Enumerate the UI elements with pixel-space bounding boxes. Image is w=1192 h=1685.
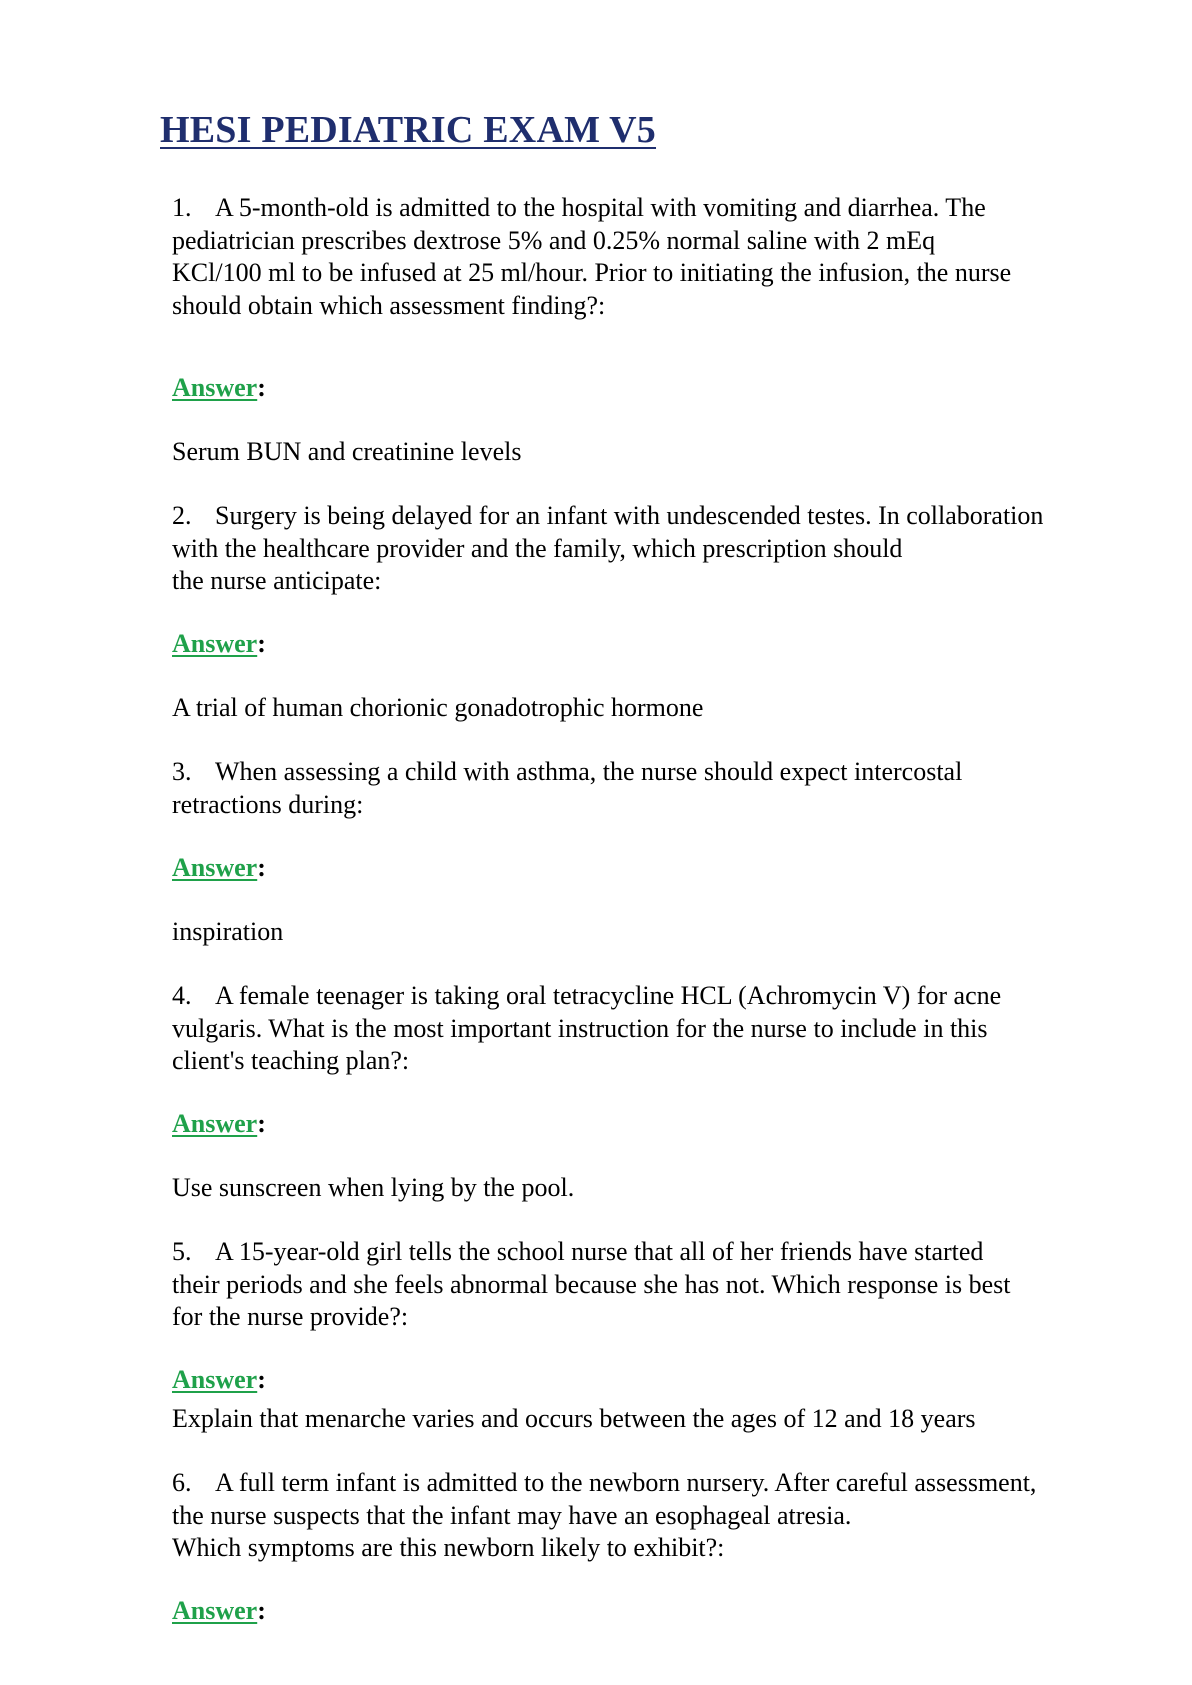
- answer-label: [172, 1595, 1132, 1628]
- question-text-line: should obtain which assessment finding?:: [172, 290, 606, 320]
- question-6: [172, 1467, 1132, 1565]
- answer-colon: :: [257, 1365, 266, 1394]
- question-number: 4.: [172, 981, 192, 1010]
- answer-text: inspiration: [172, 917, 284, 946]
- answer-text: A trial of human chorionic gonadotrophic hormone: [172, 693, 704, 722]
- answer-text: Serum BUN and creatinine levels: [172, 437, 522, 466]
- question-text-line: their periods and she feels abnormal because she has not. Which response is best: [172, 1269, 1011, 1299]
- answer-word: Answer: [172, 373, 258, 402]
- question-4: [172, 980, 1132, 1078]
- question-text-line: for the nurse provide?:: [172, 1302, 409, 1331]
- answer-colon: :: [257, 373, 266, 402]
- answer-text: Use sunscreen when lying by the pool.: [172, 1173, 575, 1202]
- question-1: [172, 192, 1132, 322]
- question-number: 5.: [172, 1237, 192, 1266]
- answer-label: [172, 372, 1132, 405]
- answer-word: Answer: [172, 853, 258, 882]
- question-text-line: Which symptoms are this newborn likely to exhibit?:: [172, 1533, 725, 1562]
- question-text-line: the nurse anticipate:: [172, 566, 382, 595]
- question-number: 3.: [172, 757, 192, 786]
- question-number: 6.: [172, 1468, 192, 1497]
- question-text-line: retractions during:: [172, 789, 364, 819]
- question-text-line: the nurse suspects that the infant may have an esophageal atresia.: [172, 1500, 852, 1530]
- answer-colon: :: [257, 853, 266, 882]
- answer-colon: :: [257, 629, 266, 658]
- page-title: HESI PEDIATRIC EXAM V5: [160, 109, 657, 151]
- question-5: [172, 1236, 1132, 1334]
- answer-word: Answer: [172, 1109, 258, 1138]
- question-text-line: A 15-year-old girl tells the school nurse that all of her friends have started: [215, 1237, 984, 1266]
- answer-label: [172, 1108, 1132, 1141]
- answer-word: Answer: [172, 629, 258, 658]
- answer-word: Answer: [172, 1596, 258, 1625]
- question-text-line: with the healthcare provider and the family, which prescription should: [172, 533, 903, 563]
- question-number: 1.: [172, 193, 192, 222]
- question-text-line: When assessing a child with asthma, the nurse should expect intercostal: [215, 757, 963, 786]
- answer-word: Answer: [172, 1365, 258, 1394]
- question-2: [172, 500, 1132, 598]
- answer-label: [172, 1364, 1132, 1397]
- question-text-line: client's teaching plan?:: [172, 1046, 410, 1075]
- answer-colon: :: [257, 1596, 266, 1625]
- question-text-line: vulgaris. What is the most important instruction for the nurse to include in this: [172, 1013, 988, 1043]
- answer-label: [172, 852, 1132, 885]
- answer-label: [172, 628, 1132, 661]
- question-3: [172, 756, 1132, 821]
- question-number: 2.: [172, 501, 192, 530]
- answer-colon: :: [257, 1109, 266, 1138]
- question-text-line: pediatrician prescribes dextrose 5% and 0.25% normal saline with 2 mEq: [172, 225, 936, 255]
- question-text-line: KCl/100 ml to be infused at 25 ml/hour. Prior to initiating the infusion, the nurse: [172, 258, 1012, 287]
- question-text-line: A female teenager is taking oral tetracycline HCL (Achromycin V) for acne: [215, 981, 1002, 1010]
- question-text-line: Surgery is being delayed for an infant with undescended testes. In collaboration: [215, 501, 1044, 530]
- question-text-line: A full term infant is admitted to the newborn nursery. After careful assessment,: [215, 1468, 1037, 1497]
- question-text-line: A 5-month-old is admitted to the hospital with vomiting and diarrhea. The: [215, 193, 986, 222]
- answer-text: Explain that menarche varies and occurs between the ages of 12 and 18 years: [172, 1404, 976, 1433]
